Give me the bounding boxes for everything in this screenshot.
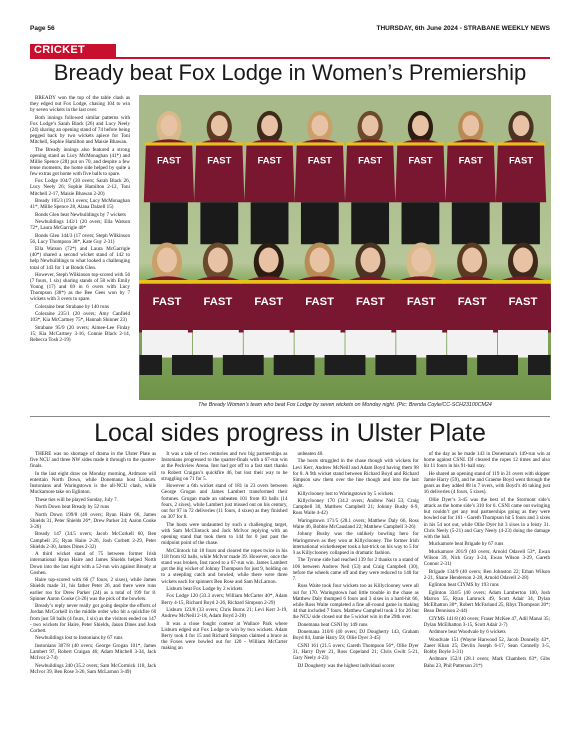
- paragraph: Donemana 310/6 (40 overs; DJ Dougherty 143, Graham Boyd 84, Jamie Harry 59; Ollie Dyer 3-45): [292, 629, 419, 642]
- paragraph: Both innings followed similar patterns with Fox Lodge’s Sarah Black (26) and Lucy Neely (24) sharing an opening stand of 74 before being pegged back by two wickets apiece for Toni Mitchell, Sophie Hamilton and Maisie Bhawan.: [30, 114, 130, 146]
- shirt-sponsor: FAST: [406, 296, 436, 308]
- paragraph: Muckamore beat Brigade by 67 runs: [428, 541, 504, 548]
- paragraph: Lisburn 123/8 (33 overs; Chris Burns 21; Levi Kerr 3-19, Andrew McNeill 2-18, Adam Boyd 2-28): [161, 607, 288, 620]
- page-header: [30, 22, 550, 34]
- paragraph: Bready 105/3 (19.1 overs; Lucy McMonaghan 41*, Millie Spence 28, Alana Dalzell 15): [30, 198, 130, 211]
- paragraph: The Tyrone side had reached 139 for 2 thanks to a stand of 106 between Andrew Neil (53) and Craig Campbell (30), before the wheels came off and they were reduced to 140 for 7.: [292, 557, 419, 582]
- paragraph: Johnny Busby was the unlikely bowling hero for Waringstown as they won at Killyclooney. The former Irish international wicketkeeper took a hat-trick on his way to 5 for 9 as Killyclooney collapsed in dramatic fashion.: [292, 531, 419, 556]
- paragraph: North Down 199/8 (40 overs; Ryan Haire 66, James Shields 31, Peter Shields 26*, Drew Parker 24; Aaron Cooke 3-26): [30, 511, 157, 530]
- paragraph: Newbuildings 240 (35.2 overs; Sam McCormick 118, Jack McIvor 39, Ben Rose 3-26, Sam McLarnon 3-49): [30, 662, 157, 675]
- article-top-column: [30, 95, 130, 435]
- paragraph: Coleraine beat Strabane by 140 runs: [35, 303, 109, 310]
- paragraph: The Bready innings also featured a strong opening stand as Lucy McMonaghan (41*) and Millie Spence (28) put on 70, and despite a few tense moments, the home side helped by quite a few extras got home with five balls to spare.: [30, 146, 130, 177]
- paragraph: Fox Lodge 104/7 (20 overs; Sarah Black 26, Lucy Neely 26; Sophie Hamilton 2-12, Toni Mitchell 2-17, Maisie Bhawan 2-20): [30, 178, 130, 197]
- paragraph: Donemana beat CSNI by 149 runs: [297, 621, 368, 628]
- shirt-sponsor: FAST: [508, 155, 534, 167]
- paragraph: McClintock hit 18 fours and cleared the ropes twice in his 118 from 82 balls, while McIvor made 39. However, once the stand was broken, Inst raced to a 67-run win. James Lambert got the big wicket of Johnny Thompson for just 9, holding on to a steepling catch and bowled, while there were three wickets each for spinners Ben Rose and Sam McLarnon.: [161, 547, 288, 585]
- shirt-sponsor: FAST: [156, 155, 182, 167]
- paragraph: CSNI 161 (21.5 overs; Gareth Thompson 56*, Ollie Dyer 31, Harry Dyer 21, Ross Copeland 21; Chris Gwilt 5-21, Gary Neely 4-23): [292, 642, 419, 662]
- paragraph: Coleraine 235/1 (20 overs; Amy Canfield 103*, Kia McCartney 75*, Hannah Shinner 23): [30, 311, 130, 324]
- paragraph: Eglinton beat CIYMS by 193 runs: [428, 582, 499, 589]
- photo-caption: The Bready Women’s team who beat Fox Lodge by seven wickets on Monday night. (Pic: Brenda Coyle/CC-SCH23100CM24: [198, 402, 492, 408]
- paragraph: Waringstown 171/5 (28.1 overs; Matthew Daly 66, Ross Waite 46, Bobbie McCausland 22; Matthew Campbell 3-26): [292, 517, 419, 530]
- page-number: Page 56: [30, 25, 55, 32]
- paragraph: North Down beat Bready by 52 runs: [35, 504, 110, 511]
- paragraph: These ties will be played Sunday, July 7.: [35, 496, 118, 503]
- headline-bottom: Local sides progress in Ulster Plate: [94, 419, 486, 447]
- paragraph: Killyclooney 170 (34.2 overs; Andrew Neil 53, Craig Campbell 30, Matthew Campbell 21; Johnny Busby 6-9, Ross Waite 4-42): [292, 497, 419, 517]
- shirt-sponsor: FAST: [207, 155, 232, 167]
- section-rule: [30, 57, 550, 59]
- paragraph: CIYMS 141/8 (40 overs; Fraser McKee 47, Adil Manai 35; Dylan McElhatton 3-15, Scott Adair 2-7): [423, 615, 550, 628]
- paragraph: Eglinton 334/5 (40 overs; Adam Lamberton 100, Josh Marron 55, Ryan Lamrock 49, Scott Adair 34, Dylan McElhatton 30*, Robert McFarland 25, Rhys Thompson 20*; Beau Dennison 2-44): [423, 589, 550, 615]
- paragraph: Ross Waite took four wickets too as Killyclooney were all out for 170. Waringstown had little trouble in the chase as Matthew Daly thumped 6 fours and 3 sixes in a hard-hit 66, while Ross Waite completed a fine all-round game in making 44 that included 7 fours. Matthew Campbell took 3 for 26 but the NCU side closed out the 5 wicket win in the 29th over.: [292, 583, 419, 621]
- article-column-4: [424, 451, 550, 727]
- paragraph: Ollie Dyer’s 3-45 was the best of the Stormont side’s attack as the home side’s 310 for 6. CSNI came out swinging but couldn’t get any real partnerships going as they were bowled out for 161 - Gareth Thompson hit 5 fours and 3 sixes in his 54 not out, while Ollie Dyer hit 3 sixes in a feisty 31. Chris Neely (5-21) and Gary Neely (4-23) doing the damage with the ball.: [423, 496, 550, 541]
- paragraph: Brigade 134/9 (40 overs; Ben Johnston 22; Ethan Wilson 2-21, Shane Henderson 2-28, Arnold Odavell 2-28): [423, 568, 550, 581]
- article-column-2: [161, 451, 287, 727]
- paragraph: A third wicket stand of 75 between former Irish international Ryan Haire and James Shields helped North Down into the last eight with a 52-run win against Bready at Goshen.: [30, 551, 157, 576]
- paragraph: However, Steph Wilkinson top-scored with 56 (7 fours, 1 six) sharing stands of 58 with Emily Young (17) and 69 in 6 overs with Lucy Thompson (38*) as the Bee Gees won by 7 wickets with 3 overs to spare.: [30, 272, 130, 303]
- paragraph: Fox Lodge 120 (33.3 overs; William McCarter 40*, Adam Berry 4-15, Richard Boyd 2-26, Richard Simpson 2-29): [161, 593, 288, 606]
- paragraph: BREADY won the top of the table clash as they edged out Fox Lodge, chasing 104 to win by seven wickets in the last over.: [30, 95, 130, 114]
- shirt-sponsor: FAST: [508, 296, 538, 308]
- section-label-bar: [30, 44, 116, 57]
- paragraph: He shared an opening stand of 119 in 21 overs with skipper Jamie Harry (59), and he and Graeme Boyd went through the gears as they added 88 in 7 overs, with Boyd’s 46 taking just 16 deliveries (4 fours, 5 sixes).: [423, 470, 550, 496]
- paragraph: Bready’s reply never really got going despite the efforts of Jordan McCorkell in the middle order who hit a quickfire 60 from just 58 balls (4 fours, 1 six) as the visitors ended on 147 - two wickets for Haire, Peter Shields, Jason Dines and Josh Corbett.: [30, 603, 157, 634]
- team-photo: [139, 95, 551, 400]
- paragraph: of the day as he made 143 in Donemana’s 149-run win at home against CSNI. DJ cleared the ropes 12 times and also hit 11 fours in his 91-ball stay.: [423, 451, 550, 470]
- shirt-sponsor: FAST: [358, 155, 383, 167]
- shirt-sponsor: FAST: [257, 155, 282, 167]
- paragraph: THERE was no shortage of drama in the Ulster Plate as five NCU and three NW sides made it through to the quarter-finals.: [30, 451, 157, 470]
- paragraph: In the last eight draw on Monday morning, Ardmore will entertain North Down, while Donemana host Lisburn. Instonians and Waringstown is the all-NCU clash, while Muckamore take on Eglinton.: [30, 470, 157, 496]
- team-photo-image: [139, 95, 551, 400]
- shirt-sponsor: FAST: [305, 296, 334, 308]
- paragraph: Lisburn beat Fox Lodge by 2 wickets: [166, 586, 243, 593]
- paragraph: Strabane 95/9 (20 overs; Aimee-Lee Finlay 15; Kia McCartney 3-16, Connie Black 2-14, Rebecca Tosh 2-19): [30, 324, 130, 344]
- article-column-1: [30, 451, 156, 727]
- paragraph: However a 6th wicket stand of 181 in 23 overs between George Grogan and James Lambert transformed their fortunes. Grogan made an unbeaten 101 from 83 balls (14 fours, 2 sixes), while Lambert just missed out on his century, out for 97 in 72 deliveries (11 fours, 4 sixes) as they finished on 307 for 8.: [161, 483, 288, 521]
- article-bottom: [30, 451, 550, 727]
- issue-date: THURSDAY, 6th June 2024 - STRABANE WEEKLY NEWS: [376, 25, 550, 32]
- section-label: CRICKET: [34, 44, 85, 56]
- paragraph: It was a close fought contest at Wallace Park where Lisburn edged out Fox Lodge to win by two wickets. Adam Berry took 4 for 15 and Richard Simpson claimed a brace as the Foxes were bowled out for 120 - William McCarter making an: [161, 620, 288, 652]
- shirt-sponsor: FAST: [307, 155, 332, 167]
- shirt-sponsor: FAST: [408, 155, 433, 167]
- shirt-sponsor: FAST: [254, 296, 284, 308]
- article-column-3: [293, 451, 419, 727]
- paragraph: Muckamore 201/9 (40 overs; Arnold Odavell 53*, Ewan Wilson 39, Nick Gray 3-24, Ewan Wilson 3-29, Gareth Connor 2-31): [423, 548, 550, 568]
- paragraph: Ardmore 152/4 (28.1 overs; Mark Chambers 63*, Gibs Bahu 23, Phil Patterson 21*): [423, 656, 550, 669]
- paragraph: Woodvale 151 (Wayne Harwood 52, Jacob Donnelly 43*, Zaeer Khan 25; Devlin Joseph 6-17, Sean Connelly 3-5, Bobby Boyle 3-31): [423, 636, 550, 655]
- divider: [30, 416, 550, 417]
- paragraph: Newbuildings 143/1 (20 overs; Ella Watson 72*, Laura McGarrigle 40*: [30, 219, 130, 232]
- paragraph: Instonians 307/8 (40 overs; George Grogan 101*, James Lambert 97, Robert Craigan 46; Adam Mitchell 3-34, Jack McIvor 2-74): [30, 642, 157, 662]
- paragraph: Ardmore beat Woodvale by 6 wickets: [428, 629, 506, 636]
- shirt-sponsor: FAST: [152, 296, 182, 308]
- paragraph: Haire top-scored with 66 (7 fours, 2 sixes), while James Shields made 31, his father Peter 26, and there were runs earlier too for Drew Parker (24) as a total of 199 for 8. Spinner Aaron Cooke (3-26) was the pick of the bowlers.: [30, 577, 157, 602]
- paragraph: Ella Watson (72*) and Laura McGarrigle (40*) shared a second wicket stand of 142 to help Newbuildings to what looked a challenging total of 143 for 1 at Bonds Glen.: [30, 246, 130, 271]
- shirt-sponsor: FAST: [457, 296, 487, 308]
- paragraph: Killyclooney lost to Waringstown by 5 wickets: [297, 490, 394, 497]
- paragraph: It was a tale of two centuries and two big partnerships as Instonians progressed to the quarter-finals with a 67-run win at the Peckview Arena. Inst had got off to a fast start thanks to Robert Craigan’s quickfire 46, but lost their way to be struggling on 71 for 5.: [161, 451, 288, 482]
- shirt-sponsor: FAST: [458, 155, 483, 167]
- paragraph: unbeaten 40.: [297, 451, 324, 457]
- paragraph: The hosts struggled in the chase though with wickets for Levi Kerr, Andrew McNeill and Adam Boyd having them 98 for 8. A 9th wicket stand between Richard Boyd and Richard Simpson saw them over the line though and into the last eight.: [292, 458, 419, 490]
- paragraph: Newbuildings lost to Instonians by 67 runs: [35, 635, 123, 642]
- paragraph: DJ Dougherty was the highest individual scorer: [297, 662, 395, 669]
- paragraph: The hosts were undaunted by such a challenging target, with Sam McClintock and Jack McIvor replying with an opening stand that took them to 144 for 0 just past the midpoint point of the chase.: [161, 521, 288, 547]
- paragraph: Bonds Glen beat Newbuildings by 7 wickets: [35, 211, 126, 218]
- headline-top: Bready beat Fox Lodge in Women’s Premiership: [53, 60, 527, 85]
- shirt-sponsor: FAST: [203, 296, 233, 308]
- paragraph: Bready 147 (34.5 overs; Jacob McCorkell 60, Ben Campbell 25; Ryan Haire 2-26, Josh Corbett 2-29, Peter Shields 2-30, James Dines 2-32): [30, 531, 157, 550]
- paragraph: Bonds Glen 144/3 (17 overs; Steph Wilkinson 56, Lucy Thompson 38*, Kate Guy 2-31): [30, 232, 130, 245]
- shirt-sponsor: FAST: [356, 296, 385, 308]
